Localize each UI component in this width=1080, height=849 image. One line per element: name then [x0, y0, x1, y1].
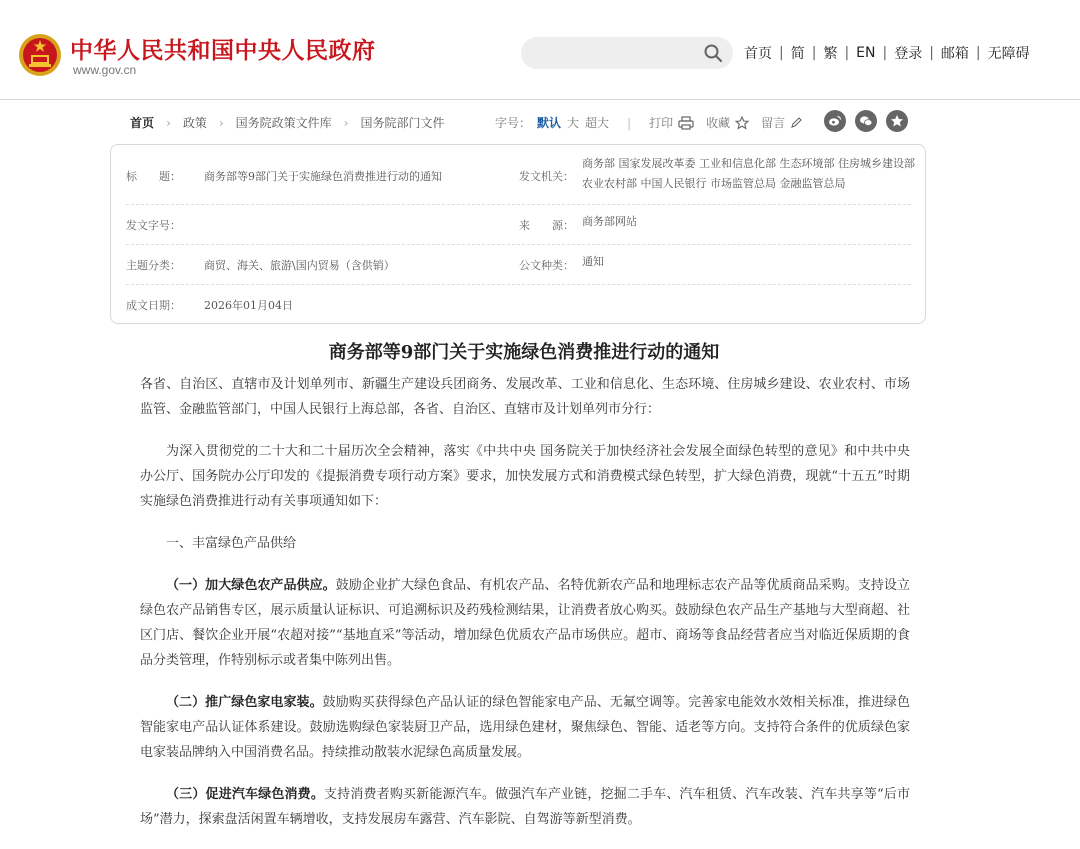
intro-paragraph: 为深入贯彻党的二十大和二十届历次全会精神，落实《中共中央 国务院关于加快经济社会发展全面绿色转型的意见》和中共中央办公厅、国务院办公厅印发的《提振消费专项行动方案》要求，加快发展方式和消费模式绿色转型，扩大绿色消费，现就“十五五”时期实施绿色消费推进行动有关事项通知如下： [140, 444, 910, 509]
topic-value: 商贸、海关、旅游\国内贸易（含供销） [204, 259, 395, 272]
nav-login[interactable]: 登录 [894, 46, 923, 62]
nav-separator: | [929, 45, 934, 61]
paragraph-text: 鼓励企业扩大绿色食品、有机农产品、名特优新农产品和地理标志农产品等优质商品采购。支持设立绿色农产品销售专区，展示质量认证标识、可追溯标识及药残检测结果，让消费者放心购买。鼓励绿色农产品生产基地与大型商超、社区门店、餐饮企业开展“农超对接”“基地直采”等活动，增加绿色优质农产品市场供应。超市、商场等食品经营者应当对临近保质期的食品分类管理，作特别标示或者集中陈列出售。 [140, 578, 910, 668]
paragraph-lead: （二）推广绿色家电家装。 [166, 695, 323, 710]
info-row-title [126, 151, 915, 205]
favorite-label: 收藏 [706, 116, 731, 130]
national-emblem-icon[interactable] [18, 33, 62, 77]
breadcrumb [130, 114, 445, 131]
paragraph-lead: （三）促进汽车绿色消费。 [166, 787, 324, 802]
issuer-label: 发文机关： [519, 170, 574, 183]
article-title: 商务部等9部门关于实施绿色消费推进行动的通知 [328, 342, 720, 363]
breadcrumb-home[interactable]: 首页 [130, 116, 155, 130]
share-icons [824, 110, 917, 132]
favorite-button[interactable] [706, 114, 749, 131]
source-value: 商务部网站 [582, 215, 637, 228]
print-button[interactable] [649, 114, 694, 131]
font-size-xlarge[interactable]: 超大 [585, 116, 610, 130]
nav-separator: | [975, 45, 981, 61]
nav-traditional[interactable]: 繁 [823, 46, 838, 62]
nav-separator: | [844, 45, 850, 61]
topic-label: 主题分类： [126, 259, 181, 272]
issuer-value: 商务部 国家发展改革委 工业和信息化部 生态环境部 住房城乡建设部 农业农村部 中国人民银行 市场监管总局 金融监管总局 [582, 157, 915, 190]
comment-button[interactable] [761, 114, 802, 131]
document-info-box [110, 144, 926, 324]
site-domain: www.gov.cn [73, 63, 137, 77]
breadcrumb-separator: › [218, 115, 224, 130]
weibo-icon[interactable] [824, 110, 846, 132]
title-label: 标 题： [126, 170, 181, 183]
printer-icon [678, 116, 694, 130]
nav-separator: | [779, 45, 784, 61]
paragraph-green-auto [140, 782, 910, 832]
info-row-docno [126, 205, 911, 245]
paragraph-green-appliances [140, 690, 910, 765]
article-body [140, 372, 910, 849]
pencil-icon [790, 117, 802, 129]
paragraph-text: 支持消费者购买新能源汽车。做强汽车产业链，挖掘二手车、汽车租赁、汽车改装、汽车共享等“后市场”潜力，探索盘活闲置车辆增收，支持发展房车露营、汽车影院、自驾游等新型消费。 [140, 787, 910, 827]
star-icon [735, 116, 749, 130]
nav-home[interactable]: 首页 [744, 46, 772, 62]
toolbar-divider: | [627, 115, 632, 130]
breadcrumb-dept-docs[interactable]: 国务院部门文件 [360, 116, 445, 130]
font-size-label: 字号： [495, 116, 532, 130]
print-label: 打印 [649, 116, 674, 130]
nav-separator: | [882, 45, 888, 61]
date-label: 成文日期： [126, 299, 181, 312]
search-icon[interactable] [703, 43, 723, 63]
nav-simplified[interactable]: 简 [790, 46, 805, 62]
doc-number-label: 发文字号： [126, 219, 181, 232]
doc-type-label: 公文种类： [519, 259, 574, 272]
info-row-topic [126, 245, 911, 285]
font-size-large[interactable]: 大 [567, 116, 580, 130]
addressees-paragraph: 各省、自治区、直辖市及计划单列市、新疆生产建设兵团商务、发展改革、工业和信息化、生态环境、住房城乡建设、农业农村、市场监管、金融监管部门，中国人民银行上海总部，各省、自治区、直辖市及计划单列市分行： [140, 377, 910, 417]
section-heading: 一、丰富绿色产品供给 [166, 536, 297, 551]
comment-label: 留言 [761, 116, 786, 130]
date-value: 2026年01月04日 [204, 299, 293, 312]
info-row-date [126, 285, 911, 321]
article-toolbar [495, 114, 814, 131]
paragraph-green-agri [140, 573, 910, 673]
font-size-default[interactable]: 默认 [537, 116, 562, 130]
breadcrumb-policy[interactable]: 政策 [182, 116, 207, 130]
doc-type-value: 通知 [582, 255, 604, 268]
nav-accessibility[interactable]: 无障碍 [987, 46, 1030, 62]
wechat-icon[interactable] [855, 110, 877, 132]
search-box [521, 37, 733, 69]
source-label: 来 源： [519, 219, 574, 232]
nav-mailbox[interactable]: 邮箱 [940, 46, 969, 62]
title-value: 商务部等9部门关于实施绿色消费推进行动的通知 [204, 170, 442, 183]
site-title[interactable]: 中华人民共和国中央人民政府 [70, 38, 376, 64]
nav-separator: | [811, 45, 817, 61]
top-nav [744, 43, 1030, 63]
search-input[interactable] [535, 43, 695, 63]
paragraph-text: 鼓励购买获得绿色产品认证的绿色智能家电产品、无氟空调等。完善家电能效水效相关标准，推进绿色智能家电产品认证体系建设。鼓励选购绿色家装厨卫产品，选用绿色建材，聚焦绿色、智能、适老等方向。支持符合条件的优质绿色家电家装品牌纳入中国消费名品。持续推动散装水泥绿色高质量发展。 [140, 695, 910, 760]
breadcrumb-policy-library[interactable]: 国务院政策文件库 [235, 116, 332, 130]
site-header [0, 0, 1080, 100]
favorite-star-icon[interactable] [886, 110, 908, 132]
breadcrumb-separator: › [166, 115, 171, 130]
nav-english[interactable]: EN [856, 45, 876, 61]
breadcrumb-separator: › [343, 115, 349, 130]
paragraph-lead: （一）加大绿色农产品供应。 [166, 578, 336, 593]
